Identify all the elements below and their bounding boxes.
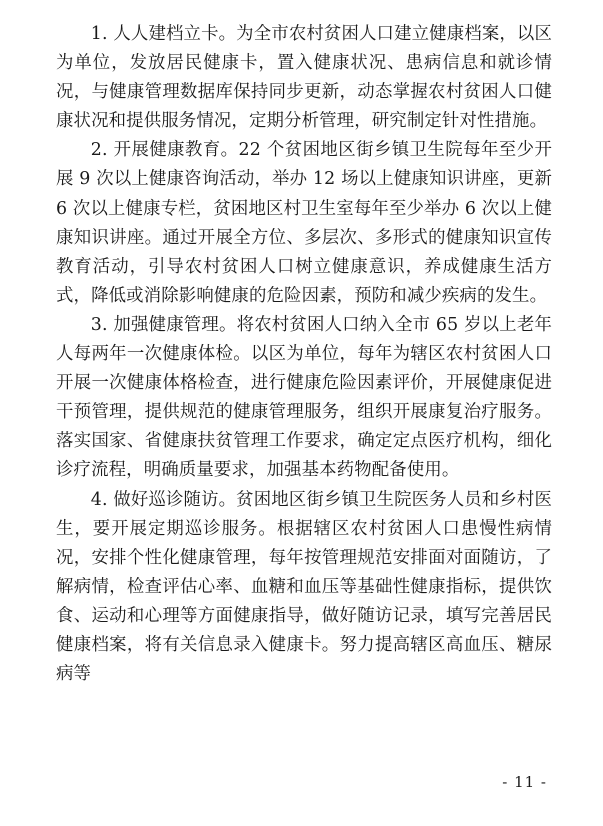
paragraph-health-record: 1. 人人建档立卡。为全市农村贫困人口建立健康档案，以区为单位，发放居民健康卡，置入健康状况、患病信息和就诊情况，与健康管理数据库保持同步更新，动态掌握农村贫困人口健康状况和提供服务情况，定期分析管理，研究制定针对性措施。 xyxy=(56,24,552,132)
paragraph-followup-visits: 4. 做好巡诊随访。贫困地区街乡镇卫生院医务人员和乡村医生，要开展定期巡诊服务。根据辖区农村贫困人口患慢性病情况，安排个性化健康管理，每年按管理规范安排面对面随访，了解病情，检查评估心率、血糖和血压等基础性健康指标，提供饮食、运动和心理等方面健康指导，做好随访记录，填写完善居民健康档案，将有关信息录入健康卡。努力提高辖区高血压、糖尿病等 xyxy=(56,489,552,685)
page-number: - 11 - xyxy=(502,773,547,791)
paragraph-health-management: 3. 加强健康管理。将农村贫困人口纳入全市 65 岁以上老年人每两年一次健康体检。以区为单位，每年为辖区农村贫困人口开展一次健康体格检查，进行健康危险因素评价，开展健康促进干预管理，提供规范的健康管理服务，组织开展康复治疗服务。落实国家、省健康扶贫管理工作要求，确定定点医疗机构，细化诊疗流程，明确质量要求，加强基本药物配备使用。 xyxy=(56,314,552,481)
paragraph-health-education: 2. 开展健康教育。22 个贫困地区街乡镇卫生院每年至少开展 9 次以上健康咨询活动，举办 12 场以上健康知识讲座，更新 6 次以上健康专栏，贫困地区村卫生室每年至少举办 6 次以上健康知识讲座。通过开展全方位、多层次、多形式的健康知识宣传教育活动，引导农村贫困人口树立健康意识，养成健康生活方式，降低或消除影响健康的危险因素，预防和减少疾病的发生。 xyxy=(56,140,552,306)
document-body xyxy=(56,20,552,689)
